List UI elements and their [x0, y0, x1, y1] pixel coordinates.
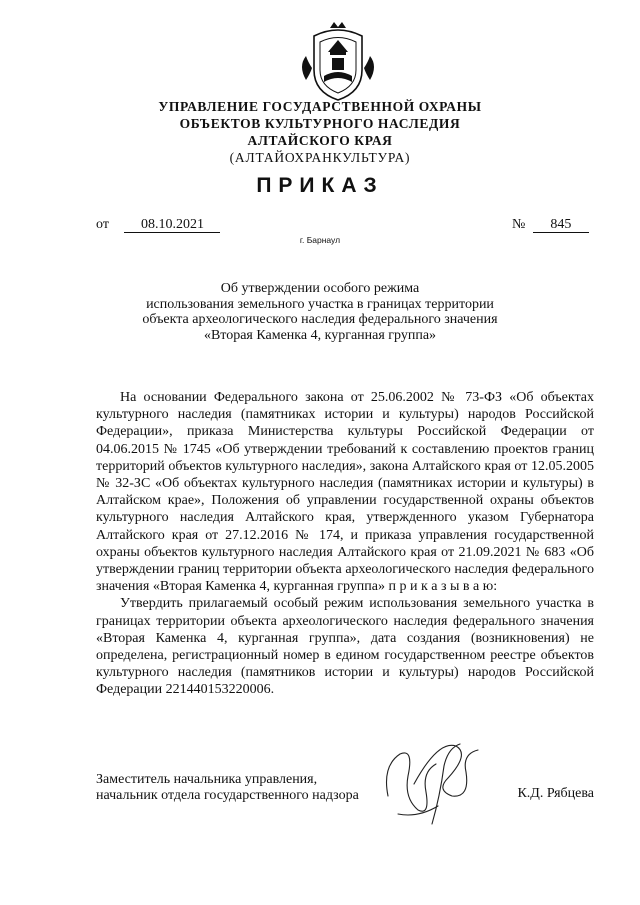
document-title: ПРИКАЗ: [256, 174, 384, 197]
signer-name: К.Д. Рябцева: [517, 786, 594, 801]
subject-line: использования земельного участка в границах территории: [146, 296, 494, 312]
org-name-line: УПРАВЛЕНИЕ ГОСУДАРСТВЕННОЙ ОХРАНЫ: [158, 99, 482, 114]
subject-line: Об утверждении особого режима: [220, 281, 420, 296]
body-paragraph: На основании Федерального закона от 25.06.2002 № 73-ФЗ «Об объектах культурного наследия (памятниках истории и культуры) народов Российской Федерации», приказа Министерства культуры Российской Федерации от 04.06.2015 № 1745 «Об утверждении требований к составлению проектов границ территорий объектов культурного наследия», закона Алтайского края от 12.05.2005 № 32-ЗС «Об объектах культурного наследия (памятниках истории и культуры) в Алтайском крае», Положения об управлении государственной охраны объектов культурного наследия Алтайского края, утвержденного указом Губернатора Алтайского края от 27.12.2016 № 174, и приказа управления государственной охраны объектов культурного наследия Алтайского края от 21.09.2021 № 683 «Об утверждении границ территории объекта археологического наследия федерального значения «Вторая Каменка 4, курганная группа» п р и к а з ы в а ю:: [96, 390, 594, 595]
document-subject: [100, 281, 540, 343]
document-number: 845: [533, 217, 589, 233]
document-body: [96, 389, 594, 699]
date-prefix: от: [96, 217, 109, 232]
org-name-line: АЛТАЙСКОГО КРАЯ: [247, 133, 393, 148]
org-name-line: ОБЪЕКТОВ КУЛЬТУРНОГО НАСЛЕДИЯ: [179, 116, 461, 131]
subject-line: «Вторая Каменка 4, курганная группа»: [203, 327, 437, 343]
body-paragraph: Утвердить прилагаемый особый режим использования земельного участка в границах территории объекта археологического наследия федерального значения «Вторая Каменка 4, курганная группа», дата создания (возникновения) не определена, регистрационный номер в едином государственном реестре объектов культурного наследия (памятников истории и культуры) народов Российской Федерации 221440153220006.: [96, 596, 594, 698]
coat-of-arms-icon: [294, 22, 382, 104]
signer-position: [96, 772, 359, 803]
city-label: г. Барнаул: [299, 235, 341, 245]
document-date: 08.10.2021: [124, 217, 220, 233]
handwritten-signature: [378, 736, 498, 832]
date-field: [96, 217, 220, 233]
number-prefix: №: [512, 217, 526, 232]
org-abbreviation: (АЛТАЙОХРАНКУЛЬТУРА): [229, 150, 411, 165]
subject-line: объекта археологического наследия федерального значения: [142, 312, 498, 327]
organization-name: [0, 98, 640, 166]
number-field: [512, 217, 589, 233]
signer-position-line: Заместитель начальника управления,: [96, 772, 318, 787]
signer-position-line: начальник отдела государственного надзора: [96, 787, 359, 803]
